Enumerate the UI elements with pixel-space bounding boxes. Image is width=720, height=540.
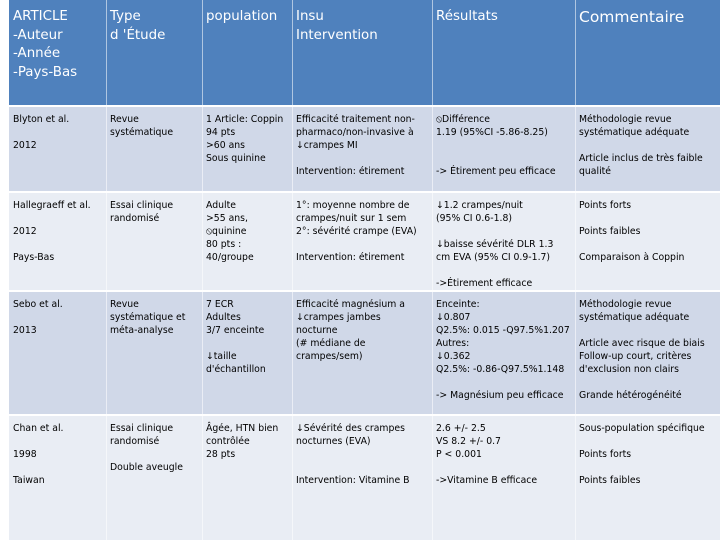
cell-text-line: Grande hétérogénéité	[579, 390, 682, 401]
cell-comment	[575, 292, 720, 414]
cell-text-line: Efficacité magnésium a	[296, 299, 405, 310]
cell-text-line: Adulte	[206, 200, 236, 211]
cell-text-line: d'échantillon	[206, 364, 266, 375]
header-results	[432, 0, 575, 105]
line-spacer	[206, 337, 288, 350]
cell-results	[432, 193, 575, 290]
cell-text-line: 1998	[13, 449, 37, 460]
cell-text-line: 2013	[13, 325, 37, 336]
table-row	[9, 193, 720, 290]
cell-text-line: cm EVA (95% CI 0.9-1.7)	[436, 252, 551, 263]
cell-text-line: Sous quinine	[206, 153, 266, 164]
cell-text-line: Points forts	[579, 200, 632, 211]
cell-text-line: (95% CI 0.6-1.8)	[436, 213, 512, 224]
results-table	[9, 0, 720, 540]
cell-text-line: systématique et	[110, 312, 186, 323]
cell-text-line: 80 pts :	[206, 239, 242, 250]
cell-text-line: VS 8.2 +/- 0.7	[436, 436, 501, 447]
cell-article	[9, 416, 106, 540]
cell-text-line: ->Vitamine B efficace	[436, 475, 538, 486]
line-spacer	[436, 461, 571, 474]
cell-text-line: ⦸Différence	[436, 114, 490, 125]
line-spacer	[13, 238, 102, 251]
cell-text-line: Sebo et al.	[13, 299, 63, 310]
cell-intervention	[292, 107, 432, 191]
cell-text-line: ↓crampes MI	[296, 140, 358, 151]
line-spacer	[13, 461, 102, 474]
cell-text-line: nocturne	[296, 325, 338, 336]
cell-text-line: randomisé	[110, 213, 160, 224]
cell-text-line: Taiwan	[13, 475, 45, 486]
cell-text-line: -Auteur	[13, 27, 63, 43]
cell-text-line: contrôlée	[206, 436, 250, 447]
cell-text-line: Follow-up court, critères	[579, 351, 692, 362]
cell-text-line: 2012	[13, 226, 37, 237]
line-spacer	[13, 126, 102, 139]
line-spacer	[110, 448, 198, 461]
cell-article	[9, 193, 106, 290]
cell-text-line: Article inclus de très faible	[579, 153, 703, 164]
line-spacer	[579, 139, 716, 152]
header-intervention	[292, 0, 432, 105]
cell-text-line: Méthodologie revue	[579, 299, 672, 310]
cell-intervention	[292, 193, 432, 290]
cell-text-line: -Pays-Bas	[13, 64, 78, 80]
cell-text-line: Méthodologie revue	[579, 114, 672, 125]
line-spacer	[13, 212, 102, 225]
cell-text-line: crampes/nuit sur 1 sem	[296, 213, 407, 224]
cell-text-line: Points faibles	[579, 226, 641, 237]
cell-text-line: 94 pts	[206, 127, 236, 138]
cell-text-line: d 'Étude	[110, 27, 166, 43]
cell-text-line: Résultats	[436, 9, 498, 24]
cell-type	[106, 292, 202, 414]
cell-population	[202, 292, 292, 414]
cell-text-line: 28 pts	[206, 449, 236, 460]
cell-type	[106, 416, 202, 540]
cell-text-line: 2.6 +/- 2.5	[436, 423, 486, 434]
cell-results	[432, 416, 575, 540]
line-spacer	[296, 448, 428, 461]
cell-text-line: Intervention: étirement	[296, 252, 405, 263]
cell-text-line: méta-analyse	[110, 325, 174, 336]
cell-text-line: d'exclusion non clairs	[579, 364, 679, 375]
cell-text-line: Efficacité traitement non-	[296, 114, 415, 125]
column-divider	[106, 0, 107, 540]
cell-text-line: ⦸quinine	[206, 226, 247, 237]
line-spacer	[13, 435, 102, 448]
cell-text-line: ↓Sévérité des crampes	[296, 423, 405, 434]
cell-text-line: Double aveugle	[110, 462, 183, 473]
cell-text-line: systématique	[110, 127, 174, 138]
cell-text-line: ↓0.807	[436, 312, 471, 323]
cell-text-line: 3/7 enceinte	[206, 325, 265, 336]
cell-text-line: Chan et al.	[13, 423, 64, 434]
cell-text-line: Pays-Bas	[13, 252, 55, 263]
cell-text-line: nocturnes (EVA)	[296, 436, 371, 447]
line-spacer	[579, 435, 716, 448]
cell-text-line: Intervention: Vitamine B	[296, 475, 410, 486]
cell-text-line: 1°: moyenne nombre de	[296, 200, 410, 211]
cell-text-line: Intervention: étirement	[296, 166, 405, 177]
cell-article	[9, 107, 106, 191]
column-divider	[292, 0, 293, 540]
table-row	[9, 416, 720, 540]
cell-text-line: ↓0.362	[436, 351, 471, 362]
cell-results	[432, 107, 575, 191]
cell-population	[202, 193, 292, 290]
cell-text-line: Essai clinique	[110, 200, 174, 211]
cell-text-line: ↓taille	[206, 351, 237, 362]
cell-text-line: ↓1.2 crampes/nuit	[436, 200, 523, 211]
cell-text-line: 2°: sévérité crampe (EVA)	[296, 226, 417, 237]
cell-results	[432, 292, 575, 414]
cell-text-line: ↓crampes jambes	[296, 312, 381, 323]
line-spacer	[13, 311, 102, 324]
cell-text-line: Q2.5%: 0.015 -Q97.5%1.207	[436, 325, 570, 336]
cell-text-line: Revue	[110, 114, 139, 125]
cell-comment	[575, 416, 720, 540]
table-header	[9, 0, 720, 105]
cell-text-line: qualité	[579, 166, 612, 177]
cell-text-line: crampes/sem)	[296, 351, 363, 362]
cell-text-line: >55 ans,	[206, 213, 248, 224]
cell-intervention	[292, 292, 432, 414]
line-spacer	[436, 376, 571, 389]
cell-text-line: Sous-population spécifique	[579, 423, 705, 434]
cell-text-line: >60 ans	[206, 140, 246, 151]
cell-text-line: ->Étirement efficace	[436, 278, 533, 289]
column-divider	[432, 0, 433, 540]
cell-comment	[575, 193, 720, 290]
cell-text-line: Commentaire	[579, 8, 685, 26]
cell-text-line: pharmaco/non-invasive à	[296, 127, 414, 138]
cell-text-line: Autres:	[436, 338, 470, 349]
cell-text-line: 2012	[13, 140, 37, 151]
column-divider	[575, 0, 576, 540]
cell-text-line: Blyton et al.	[13, 114, 70, 125]
header-comment	[575, 0, 720, 105]
cell-text-line: Points forts	[579, 449, 632, 460]
header-article	[9, 0, 106, 105]
cell-population	[202, 416, 292, 540]
cell-article	[9, 292, 106, 414]
cell-type	[106, 193, 202, 290]
cell-text-line: -> Magnésium peu efficace	[436, 390, 564, 401]
cell-text-line: Q2.5%: -0.86-Q97.5%1.148	[436, 364, 565, 375]
cell-text-line: Article avec risque de biais	[579, 338, 705, 349]
line-spacer	[296, 238, 428, 251]
cell-intervention	[292, 416, 432, 540]
cell-text-line: Insu	[296, 9, 324, 24]
cell-text-line: population	[206, 9, 278, 24]
cell-text-line: randomisé	[110, 436, 160, 447]
cell-text-line: 1.19 (95%CI -5.86-8.25)	[436, 127, 548, 138]
table-row	[9, 292, 720, 414]
table-row	[9, 107, 720, 191]
column-divider	[202, 0, 203, 540]
cell-text-line: Essai clinique	[110, 423, 174, 434]
line-spacer	[436, 225, 571, 238]
line-spacer	[579, 212, 716, 225]
cell-text-line: systématique adéquate	[579, 312, 690, 323]
cell-text-line: Âgée, HTN bien	[206, 423, 279, 434]
cell-text-line: Comparaison à Coppin	[579, 252, 685, 263]
cell-text-line: ↓baisse sévérité DLR 1.3	[436, 239, 554, 250]
line-spacer	[579, 238, 716, 251]
cell-text-line: ARTICLE	[13, 9, 68, 24]
cell-population	[202, 107, 292, 191]
cell-text-line: Intervention	[296, 27, 378, 43]
line-spacer	[579, 461, 716, 474]
cell-text-line: Revue	[110, 299, 139, 310]
cell-text-line: systématique adéquate	[579, 127, 690, 138]
cell-text-line: 40/groupe	[206, 252, 254, 263]
cell-text-line: P < 0.001	[436, 449, 482, 460]
cell-text-line: Points faibles	[579, 475, 641, 486]
cell-type	[106, 107, 202, 191]
cell-text-line: -> Étirement peu efficace	[436, 166, 556, 177]
cell-text-line: Hallegraeff et al.	[13, 200, 91, 211]
line-spacer	[436, 152, 571, 165]
cell-text-line: 7 ECR	[206, 299, 234, 310]
cell-text-line: Adultes	[206, 312, 241, 323]
header-type	[106, 0, 202, 105]
cell-text-line: Enceinte:	[436, 299, 480, 310]
line-spacer	[579, 376, 716, 389]
line-spacer	[579, 324, 716, 337]
cell-text-line: -Année	[13, 46, 61, 61]
cell-text-line: 1 Article: Coppin	[206, 114, 284, 125]
cell-text-line: Type	[110, 9, 141, 24]
cell-comment	[575, 107, 720, 191]
line-spacer	[296, 461, 428, 474]
line-spacer	[436, 264, 571, 277]
line-spacer	[296, 152, 428, 165]
cell-text-line: (# médiane de	[296, 338, 366, 349]
header-population	[202, 0, 292, 105]
line-spacer	[436, 139, 571, 152]
